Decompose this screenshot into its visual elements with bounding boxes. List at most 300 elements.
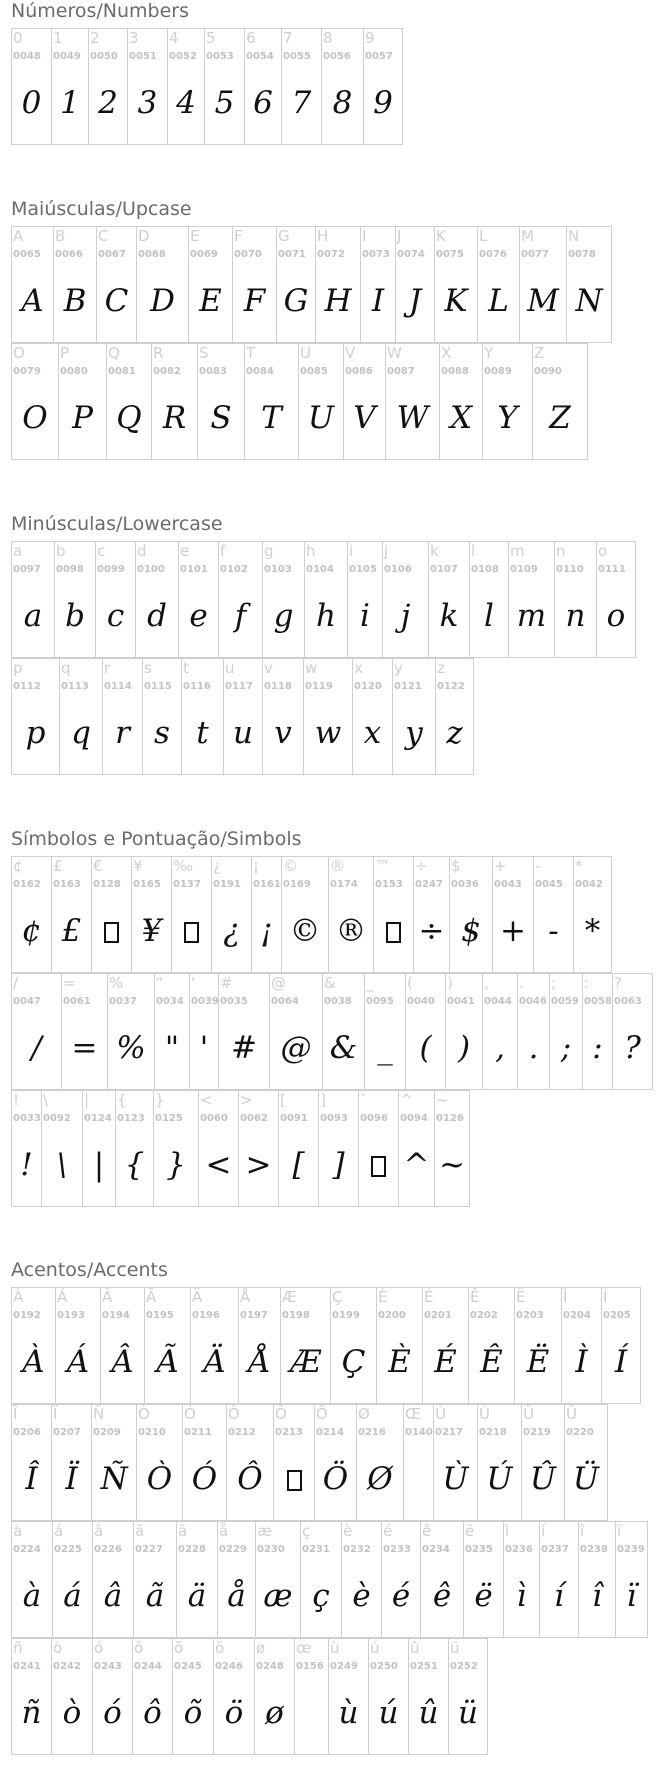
char-code: 0088 — [441, 366, 469, 377]
glyph-cell — [612, 973, 653, 1090]
glyph-cell — [448, 1638, 488, 1755]
char-label: Ä — [192, 1288, 203, 1306]
char-label: V — [345, 344, 356, 362]
char-label: Á — [57, 1288, 68, 1306]
glyph-sample: æ — [263, 1578, 293, 1614]
glyph-cell — [95, 541, 135, 658]
glyph-sample: Ü — [572, 1461, 600, 1497]
char-code: 0056 — [323, 51, 351, 62]
glyph-cell — [133, 1521, 176, 1638]
glyph-sample: û — [418, 1695, 439, 1731]
glyph-sample: a — [23, 598, 43, 634]
glyph-sample: Ô — [237, 1461, 263, 1497]
char-label: J — [397, 227, 402, 245]
glyph-sample: d — [147, 598, 167, 634]
glyph-sample: 2 — [98, 85, 118, 121]
glyph-cell — [11, 28, 51, 145]
glyph-sample: Ó — [191, 1461, 218, 1497]
glyph-cell — [211, 856, 251, 973]
glyph-sample: S — [210, 400, 232, 436]
glyph-cell — [281, 28, 321, 145]
glyph-sample: ö — [224, 1695, 244, 1731]
char-label: b — [56, 542, 66, 560]
char-label: ù — [330, 1639, 340, 1657]
char-code: 0075 — [436, 249, 464, 260]
glyph-cell — [405, 973, 445, 1090]
char-label: ^ — [400, 1091, 413, 1109]
char-label: U — [300, 344, 311, 362]
glyph-cell — [281, 856, 328, 973]
char-code: 0077 — [521, 249, 549, 260]
glyph-cell — [136, 226, 188, 343]
glyph-cell — [96, 226, 136, 343]
glyph-cell — [172, 1638, 213, 1755]
glyph-sample: s — [154, 715, 170, 751]
char-code: 0100 — [137, 564, 165, 575]
char-label: / — [13, 974, 19, 992]
glyph-sample: & — [329, 1030, 358, 1066]
glyph-cell — [107, 973, 154, 1090]
char-label: ‰ — [173, 857, 194, 875]
glyph-sample: ! — [20, 1147, 33, 1183]
glyph-cell — [422, 1287, 468, 1404]
glyph-sample: B — [63, 283, 87, 319]
glyph-cell — [262, 541, 304, 658]
glyph-grid — [11, 226, 612, 460]
char-code: 0050 — [90, 51, 118, 62]
char-label: ¡ — [253, 857, 260, 875]
char-label: ` — [360, 1091, 368, 1109]
char-label: ë — [465, 1522, 475, 1540]
char-code: 0093 — [320, 1113, 348, 1124]
glyph-cell — [477, 1404, 521, 1521]
char-code: 0082 — [153, 366, 181, 377]
glyph-sample: À — [22, 1344, 45, 1380]
glyph-cell — [573, 856, 612, 973]
glyph-sample: q — [71, 715, 91, 751]
glyph-sample: U — [307, 400, 335, 436]
char-code: 0114 — [104, 681, 132, 692]
char-code: 0067 — [98, 249, 126, 260]
char-code: 0107 — [430, 564, 458, 575]
char-label: ó — [94, 1639, 104, 1657]
missing-glyph-box — [92, 901, 131, 961]
glyph-cell — [352, 658, 392, 775]
missing-glyph-box — [374, 901, 413, 961]
glyph-cell — [11, 658, 59, 775]
glyph-cell — [539, 1521, 578, 1638]
char-label: Ï — [53, 1405, 58, 1423]
glyph-cell — [167, 28, 204, 145]
char-code: 0235 — [465, 1544, 493, 1555]
glyph-sample: Ë — [526, 1344, 550, 1380]
glyph-sample: 1 — [60, 85, 80, 121]
char-code: 0198 — [282, 1310, 310, 1321]
char-label: C — [98, 227, 109, 245]
glyph-grid — [11, 856, 653, 1207]
glyph-cell — [582, 973, 612, 1090]
char-code: 0251 — [410, 1661, 438, 1672]
char-code: 0076 — [479, 249, 507, 260]
glyph-sample: ; — [560, 1030, 572, 1066]
glyph-cell — [254, 1638, 294, 1755]
glyph-cell — [197, 343, 244, 460]
char-label: û — [410, 1639, 420, 1657]
glyph-cell — [217, 1521, 255, 1638]
glyph-cell — [503, 1521, 539, 1638]
glyph-sample: Á — [66, 1344, 90, 1380]
char-label: € — [93, 857, 103, 875]
char-code: 0250 — [370, 1661, 398, 1672]
char-code: 0040 — [407, 996, 435, 1007]
char-code: 0060 — [200, 1113, 228, 1124]
glyph-cell — [92, 1638, 132, 1755]
char-code: 0212 — [228, 1427, 256, 1438]
char-code: 0245 — [174, 1661, 202, 1672]
glyph-sample: £ — [61, 913, 82, 949]
glyph-cell — [142, 658, 181, 775]
char-label: Æ — [282, 1288, 297, 1306]
glyph-sample: c — [106, 598, 125, 634]
glyph-sample: } — [166, 1147, 186, 1183]
char-code: 0207 — [53, 1427, 81, 1438]
missing-glyph-box — [274, 1449, 314, 1509]
char-label: o — [598, 542, 608, 560]
glyph-sample: R — [162, 400, 187, 436]
glyph-sample: å — [227, 1578, 246, 1614]
char-label: ) — [447, 974, 453, 992]
char-code: 0225 — [54, 1544, 82, 1555]
glyph-cell — [154, 973, 189, 1090]
glyph-cell — [171, 856, 211, 973]
char-code: 0122 — [437, 681, 465, 692]
char-label: Ê — [470, 1288, 480, 1306]
char-label: œ — [296, 1639, 312, 1657]
glyph-cell — [190, 1287, 238, 1404]
char-code: 0036 — [451, 879, 479, 890]
char-label: Ü — [566, 1405, 577, 1423]
char-code: 0125 — [155, 1113, 183, 1124]
glyph-sample: Ê — [480, 1344, 503, 1380]
char-label: ® — [330, 857, 345, 875]
glyph-cell — [449, 856, 492, 973]
char-code: 0108 — [471, 564, 499, 575]
glyph-cell — [218, 973, 269, 1090]
char-label: O — [13, 344, 25, 362]
glyph-cell — [273, 1404, 314, 1521]
char-code: 0191 — [213, 879, 241, 890]
glyph-row — [11, 1521, 648, 1638]
glyph-sample: é — [391, 1578, 411, 1614]
glyph-cell — [276, 226, 315, 343]
char-label: £ — [53, 857, 63, 875]
char-label: p — [13, 659, 23, 677]
char-label: è — [343, 1522, 353, 1540]
char-code: 0097 — [13, 564, 41, 575]
glyph-cell — [52, 1521, 92, 1638]
char-label: 3 — [129, 29, 139, 47]
glyph-sample: Í — [614, 1344, 628, 1380]
char-label: m — [510, 542, 525, 560]
glyph-sample: Ì — [575, 1344, 588, 1380]
char-code: 0209 — [93, 1427, 121, 1438]
glyph-sample: ò — [62, 1695, 82, 1731]
char-code: 0121 — [394, 681, 422, 692]
glyph-cell — [566, 226, 612, 343]
char-label: Ù — [435, 1405, 446, 1423]
glyph-sample: r — [115, 715, 130, 751]
char-label: B — [55, 227, 66, 245]
glyph-cell — [11, 1404, 51, 1521]
char-label: ö — [215, 1639, 225, 1657]
char-label: ü — [450, 1639, 460, 1657]
char-code: 0219 — [523, 1427, 551, 1438]
char-label: æ — [257, 1522, 272, 1540]
glyph-sample: e — [189, 598, 208, 634]
glyph-cell — [382, 541, 428, 658]
glyph-cell — [51, 856, 91, 973]
glyph-cell — [41, 1090, 82, 1207]
char-label: $ — [451, 857, 461, 875]
char-code: 0115 — [144, 681, 172, 692]
glyph-cell — [392, 658, 435, 775]
glyph-cell — [127, 28, 167, 145]
glyph-sample: Ø — [367, 1461, 393, 1497]
glyph-cell — [433, 1404, 477, 1521]
glyph-sample: ÷ — [418, 913, 445, 949]
char-code: 0080 — [60, 366, 88, 377]
glyph-sample: à — [22, 1578, 42, 1614]
char-code: 0205 — [603, 1310, 631, 1321]
char-label: ¢ — [13, 857, 23, 875]
char-code: 0039 — [191, 996, 219, 1007]
char-label: y — [394, 659, 403, 677]
glyph-cell — [304, 541, 347, 658]
glyph-sample: _ — [377, 1030, 393, 1066]
glyph-cell — [343, 343, 385, 460]
glyph-sample: D — [150, 283, 175, 319]
glyph-sample: J — [408, 283, 422, 319]
char-code: 0045 — [535, 879, 563, 890]
char-code: 0059 — [551, 996, 579, 1007]
char-label: W — [387, 344, 402, 362]
glyph-sample: á — [63, 1578, 82, 1614]
char-label: À — [13, 1288, 24, 1306]
char-code: 0105 — [349, 564, 377, 575]
char-label: Ì — [563, 1288, 568, 1306]
char-label: ( — [407, 974, 413, 992]
char-code: 0118 — [264, 681, 292, 692]
glyph-sample: Y — [497, 400, 518, 436]
char-code: 0078 — [568, 249, 596, 260]
glyph-sample: â — [103, 1578, 123, 1614]
char-code: 0117 — [225, 681, 253, 692]
glyph-cell — [204, 28, 244, 145]
char-code: 0044 — [484, 996, 512, 1007]
glyph-sample: x — [363, 715, 382, 751]
glyph-sample: Æ — [289, 1344, 322, 1380]
glyph-cell — [303, 658, 352, 775]
glyph-cell — [189, 973, 218, 1090]
char-code: 0055 — [283, 51, 311, 62]
glyph-cell — [408, 1638, 448, 1755]
glyph-sample: L — [488, 283, 509, 319]
char-code: 0234 — [422, 1544, 450, 1555]
glyph-cell — [521, 1404, 564, 1521]
glyph-sample: + — [500, 913, 526, 949]
glyph-sample: ¢ — [21, 913, 42, 949]
char-label: É — [424, 1288, 434, 1306]
glyph-cell — [482, 973, 517, 1090]
glyph-row — [11, 28, 403, 145]
glyph-sample: ¥ — [141, 913, 162, 949]
glyph-cell — [477, 226, 519, 343]
char-label: z — [437, 659, 445, 677]
glyph-cell — [11, 973, 61, 1090]
glyph-row — [11, 343, 612, 460]
glyph-cell — [413, 856, 449, 973]
char-label: j — [384, 542, 389, 560]
glyph-cell — [11, 1287, 55, 1404]
char-code: 0202 — [470, 1310, 498, 1321]
char-label: f — [220, 542, 226, 560]
glyph-cell — [356, 1404, 403, 1521]
char-label: * — [575, 857, 583, 875]
glyph-cell — [360, 226, 395, 343]
char-label: ò — [53, 1639, 63, 1657]
char-label: 4 — [169, 29, 179, 47]
glyph-sample: ù — [338, 1695, 359, 1731]
char-code: 0196 — [192, 1310, 220, 1321]
glyph-sample: 6 — [253, 85, 273, 121]
char-code: 0236 — [505, 1544, 533, 1555]
glyph-row — [11, 1404, 648, 1521]
char-code: 0201 — [424, 1310, 452, 1321]
missing-glyph-box — [172, 901, 211, 961]
section-title: Números/Numbers — [11, 0, 189, 22]
char-label: ø — [256, 1639, 266, 1657]
char-label: & — [324, 974, 336, 992]
glyph-sample: È — [388, 1344, 411, 1380]
char-code: 0214 — [316, 1427, 344, 1438]
glyph-cell — [11, 856, 51, 973]
glyph-sample: ç — [312, 1578, 330, 1614]
glyph-sample: H — [324, 283, 352, 319]
glyph-sample: Q — [116, 400, 142, 436]
char-label: r — [104, 659, 111, 677]
glyph-row — [11, 541, 636, 658]
char-code: 0052 — [169, 51, 197, 62]
char-label: Ú — [479, 1405, 490, 1423]
char-code: 0244 — [134, 1661, 162, 1672]
glyph-sample: I — [371, 283, 385, 319]
char-code: 0116 — [183, 681, 211, 692]
char-code: 0091 — [280, 1113, 308, 1124]
char-label: | — [84, 1091, 90, 1109]
glyph-cell — [381, 1521, 420, 1638]
glyph-sample: A — [21, 283, 44, 319]
glyph-sample: M — [527, 283, 559, 319]
char-code: 0049 — [53, 51, 81, 62]
glyph-cell — [91, 1404, 136, 1521]
glyph-cell — [51, 1638, 92, 1755]
glyph-sample: $ — [461, 913, 481, 949]
glyph-cell — [269, 973, 322, 1090]
char-label: Y — [484, 344, 494, 362]
glyph-sample: # — [231, 1030, 257, 1066]
glyph-cell — [213, 1638, 254, 1755]
glyph-cell — [519, 226, 566, 343]
glyph-sample: p — [25, 715, 46, 751]
glyph-sample: t — [196, 715, 209, 751]
char-code: 0140 — [405, 1427, 433, 1438]
char-label: Ò — [138, 1405, 150, 1423]
glyph-sample: i — [360, 598, 370, 634]
char-code: 0206 — [13, 1427, 41, 1438]
char-code: 0109 — [510, 564, 538, 575]
char-label: { — [117, 1091, 127, 1109]
glyph-sample: 0 — [21, 85, 42, 121]
char-code: 0192 — [13, 1310, 41, 1321]
char-label: ÷ — [415, 857, 428, 875]
glyph-sample: ? — [624, 1030, 641, 1066]
glyph-sample: ) — [457, 1030, 471, 1066]
char-code: 0232 — [343, 1544, 371, 1555]
char-code: 0038 — [324, 996, 352, 1007]
glyph-cell — [255, 1521, 300, 1638]
section-title: Símbolos e Pontuação/Simbols — [11, 828, 302, 850]
glyph-sample: Û — [529, 1461, 557, 1497]
glyph-cell — [469, 541, 508, 658]
char-label: q — [61, 659, 71, 677]
glyph-sample: ^ — [403, 1147, 430, 1183]
glyph-sample: ¿ — [223, 913, 240, 949]
glyph-sample: h — [316, 598, 336, 634]
glyph-cell — [514, 1287, 561, 1404]
char-label: ™ — [375, 857, 390, 875]
char-label: ! — [13, 1091, 20, 1109]
glyph-cell — [59, 658, 102, 775]
char-code: 0246 — [215, 1661, 243, 1672]
char-code: 0035 — [220, 996, 248, 1007]
glyph-sample: Ò — [146, 1461, 173, 1497]
char-code: 0081 — [108, 366, 136, 377]
glyph-cell — [561, 1287, 601, 1404]
glyph-cell — [322, 973, 364, 1090]
glyph-cell — [218, 541, 262, 658]
glyph-sample: | — [93, 1147, 105, 1183]
glyph-cell — [244, 28, 281, 145]
char-label: , — [484, 974, 489, 992]
glyph-sample: m — [516, 598, 547, 634]
glyph-sample: = — [71, 1030, 98, 1066]
char-code: 0034 — [156, 996, 184, 1007]
char-label: A — [13, 227, 24, 245]
char-label: 9 — [365, 29, 375, 47]
glyph-sample: Ç — [341, 1344, 366, 1380]
char-code: 0161 — [253, 879, 281, 890]
char-code: 0226 — [94, 1544, 122, 1555]
glyph-sample: , — [495, 1030, 505, 1066]
glyph-row — [11, 1090, 653, 1207]
char-code: 0237 — [541, 1544, 569, 1555]
glyph-cell — [398, 1090, 434, 1207]
char-code: 0193 — [57, 1310, 85, 1321]
glyph-cell — [238, 1287, 280, 1404]
char-label: D — [138, 227, 150, 245]
glyph-sample: 9 — [373, 85, 393, 121]
char-label: M — [521, 227, 534, 245]
